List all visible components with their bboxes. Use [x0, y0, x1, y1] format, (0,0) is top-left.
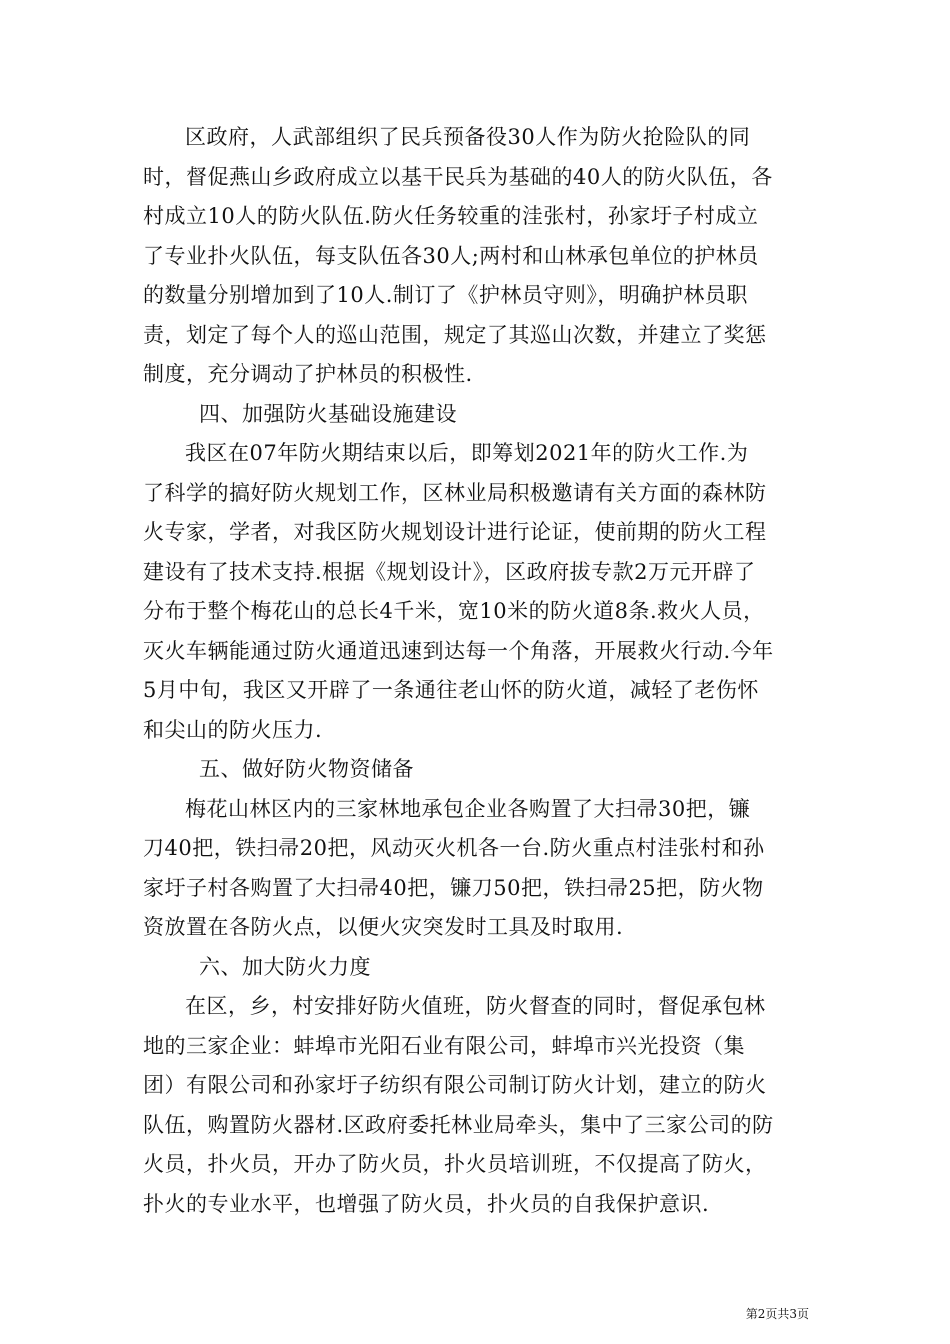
- paragraph-line: 资放置在各防火点，以便火灾突发时工具及时取用.: [143, 915, 624, 939]
- paragraph-line: 村成立10人的防火队伍.防火任务较重的洼张村，孙家圩子村成立: [143, 204, 759, 228]
- paragraph-line: 责，划定了每个人的巡山范围，规定了其巡山次数，并建立了奖惩: [143, 322, 767, 347]
- paragraph-line: 梅花山林区内的三家林地承包企业各购置了大扫帚30把，镰: [185, 796, 751, 821]
- section-heading: 五、做好防火物资储备: [199, 757, 414, 781]
- paragraph-line: 团）有限公司和孙家圩子纺织有限公司制订防火计划，建立的防火: [143, 1073, 767, 1097]
- paragraph-line: 火员，扑火员，开办了防火员，扑火员培训班，不仅提高了防火，: [143, 1152, 767, 1176]
- paragraph-line: 在区，乡，村安排好防火值班，防火督查的同时，督促承包林: [185, 994, 766, 1018]
- paragraph-line: 刀40把，铁扫帚20把，风动灭火机各一台.防火重点村洼张村和孙: [143, 836, 765, 860]
- paragraph-line: 了专业扑火队伍，每支队伍各30人;两村和山林承包单位的护林员: [143, 243, 759, 268]
- paragraph-line: 时，督促燕山乡政府成立以基干民兵为基础的40人的防火队伍，各: [143, 164, 773, 189]
- paragraph-line: 了科学的搞好防火规划工作，区林业局积极邀请有关方面的森林防: [143, 480, 767, 505]
- document-body: [143, 118, 808, 1224]
- paragraph-line: 建设有了技术支持.根据《规划设计》，区政府拔专款2万元开辟了: [143, 559, 756, 584]
- paragraph-line: 队伍，购置防火器材.区政府委托林业局牵头，集中了三家公司的防: [143, 1112, 774, 1137]
- paragraph-line: 5月中旬，我区又开辟了一条通往老山怀的防火道，减轻了老伤怀: [143, 678, 759, 702]
- paragraph-line: 我区在07年防火期结束以后，即筹划2021年的防火工作.为: [185, 441, 749, 465]
- paragraph-line: 和尖山的防火压力.: [143, 717, 323, 742]
- paragraph-line: 制度，充分调动了护林员的积极性.: [143, 362, 473, 386]
- paragraph-line: 地的三家企业：蚌埠市光阳石业有限公司，蚌埠市兴光投资（集: [143, 1033, 745, 1058]
- paragraph-line: 灭火车辆能通过防火通道迅速到达每一个角落，开展救火行动.今年: [143, 638, 774, 663]
- paragraph-line: 分布于整个梅花山的总长4千米，宽10米的防火道8条.救火人员，: [143, 599, 765, 623]
- paragraph-line: 的数量分别增加到了10人.制订了《护林员守则》，明确护林员职: [143, 283, 748, 307]
- paragraph-line: 火专家，学者，对我区防火规划设计进行论证，使前期的防火工程: [143, 520, 767, 544]
- paragraph-line: 扑火的专业水平，也增强了防火员，扑火员的自我保护意识.: [143, 1191, 710, 1216]
- paragraph-line: 区政府，人武部组织了民兵预备役30人作为防火抢险队的同: [185, 125, 751, 149]
- section-heading: 四、加强防火基础设施建设: [199, 401, 457, 426]
- paragraph-line: 家圩子村各购置了大扫帚40把，镰刀50把，铁扫帚25把，防火物: [143, 875, 764, 900]
- section-heading: 六、加大防火力度: [199, 954, 371, 979]
- page-number: 第2页共3页: [745, 1307, 809, 1321]
